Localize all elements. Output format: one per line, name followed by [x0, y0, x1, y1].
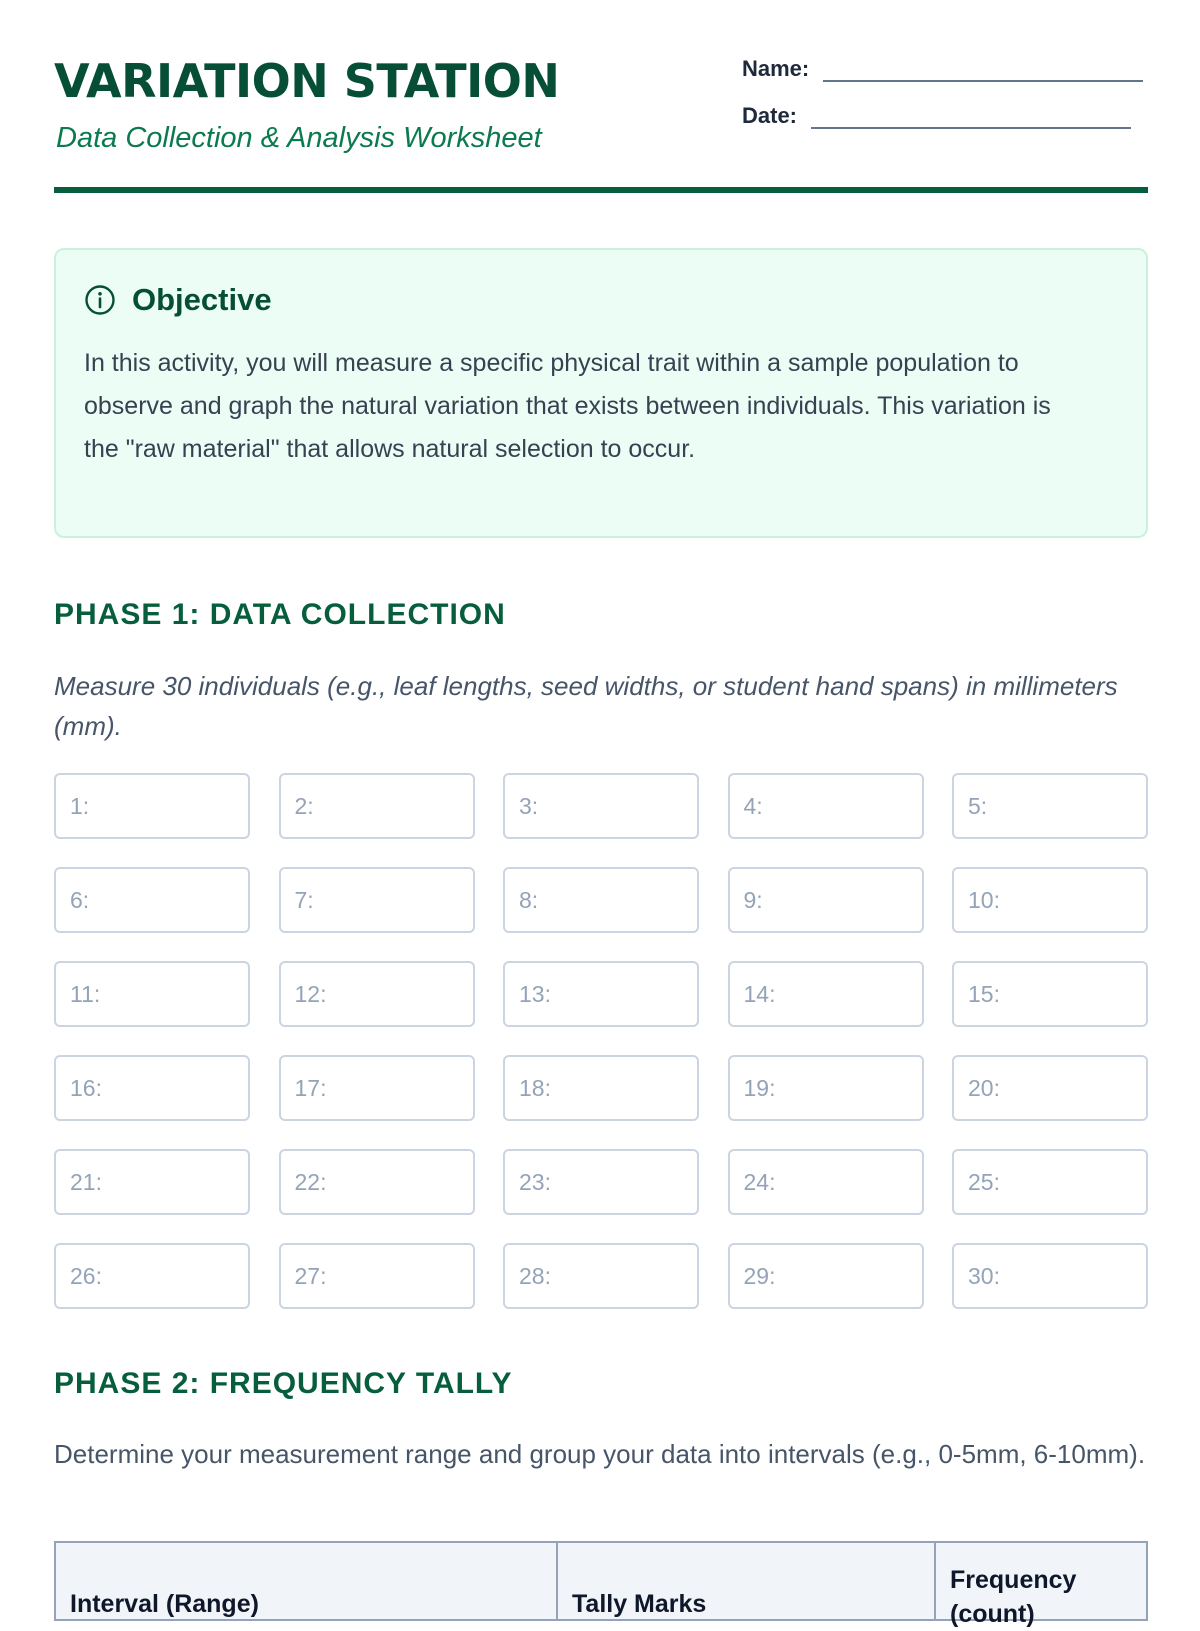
interval-column-header: Interval (Range) — [56, 1543, 558, 1619]
measurement-cell[interactable]: 29: — [728, 1243, 924, 1309]
measurement-cell[interactable]: 14: — [728, 961, 924, 1027]
date-field — [742, 103, 1131, 129]
measurement-grid — [54, 773, 1148, 1309]
measurement-cell[interactable]: 15: — [952, 961, 1148, 1027]
measurement-cell[interactable]: 24: — [728, 1149, 924, 1215]
measurement-cell[interactable]: 27: — [279, 1243, 475, 1309]
measurement-cell[interactable]: 10: — [952, 867, 1148, 933]
measurement-cell[interactable]: 4: — [728, 773, 924, 839]
measurement-cell[interactable]: 25: — [952, 1149, 1148, 1215]
objective-title: Objective — [132, 282, 272, 317]
measurement-cell[interactable]: 2: — [279, 773, 475, 839]
worksheet-subtitle: Data Collection & Analysis Worksheet — [56, 122, 542, 154]
measurement-cell[interactable]: 20: — [952, 1055, 1148, 1121]
phase1-heading: PHASE 1: DATA COLLECTION — [54, 598, 506, 631]
measurement-cell[interactable]: 9: — [728, 867, 924, 933]
name-label: Name: — [742, 56, 810, 81]
measurement-cell[interactable]: 5: — [952, 773, 1148, 839]
tally-column-header: Tally Marks — [558, 1543, 936, 1619]
measurement-cell[interactable]: 22: — [279, 1149, 475, 1215]
measurement-cell[interactable]: 3: — [503, 773, 699, 839]
measurement-cell[interactable]: 16: — [54, 1055, 250, 1121]
phase1-instructions: Measure 30 individuals (e.g., leaf lengths, seed widths, or student hand spans) in millimeters (mm). — [54, 671, 1118, 741]
measurement-cell[interactable]: 30: — [952, 1243, 1148, 1309]
measurement-cell[interactable]: 6: — [54, 867, 250, 933]
measurement-cell[interactable]: 7: — [279, 867, 475, 933]
name-field — [742, 56, 1143, 82]
frequency-table-header — [54, 1541, 1148, 1628]
measurement-cell[interactable]: 21: — [54, 1149, 250, 1215]
worksheet-header — [54, 52, 1148, 192]
measurement-cell[interactable]: 18: — [503, 1055, 699, 1121]
header-divider — [54, 187, 1148, 193]
worksheet-title: VARIATION STATION — [54, 54, 560, 108]
info-icon — [84, 284, 116, 316]
frequency-column-header: Frequency (count) — [950, 1566, 1077, 1628]
measurement-cell[interactable]: 19: — [728, 1055, 924, 1121]
measurement-cell[interactable]: 1: — [54, 773, 250, 839]
objective-text: In this activity, you will measure a specific physical trait within a sample population to observe and graph the natural variation that exists between individuals. This variation is the "raw material" that allows natural selection to occur. — [84, 349, 1051, 463]
date-input-line[interactable] — [811, 107, 1131, 129]
measurement-cell[interactable]: 23: — [503, 1149, 699, 1215]
measurement-cell[interactable]: 12: — [279, 961, 475, 1027]
measurement-cell[interactable]: 11: — [54, 961, 250, 1027]
date-label: Date: — [742, 103, 798, 128]
objective-box — [54, 248, 1148, 538]
measurement-cell[interactable]: 17: — [279, 1055, 475, 1121]
phase2-instructions: Determine your measurement range and group your data into intervals (e.g., 0-5mm, 6-10mm). — [54, 1439, 1146, 1469]
objective-header — [84, 282, 272, 318]
measurement-cell[interactable]: 26: — [54, 1243, 250, 1309]
measurement-cell[interactable]: 28: — [503, 1243, 699, 1309]
name-input-line[interactable] — [823, 60, 1143, 82]
measurement-cell[interactable]: 8: — [503, 867, 699, 933]
phase2-heading: PHASE 2: FREQUENCY TALLY — [54, 1367, 513, 1400]
measurement-cell[interactable]: 13: — [503, 961, 699, 1027]
